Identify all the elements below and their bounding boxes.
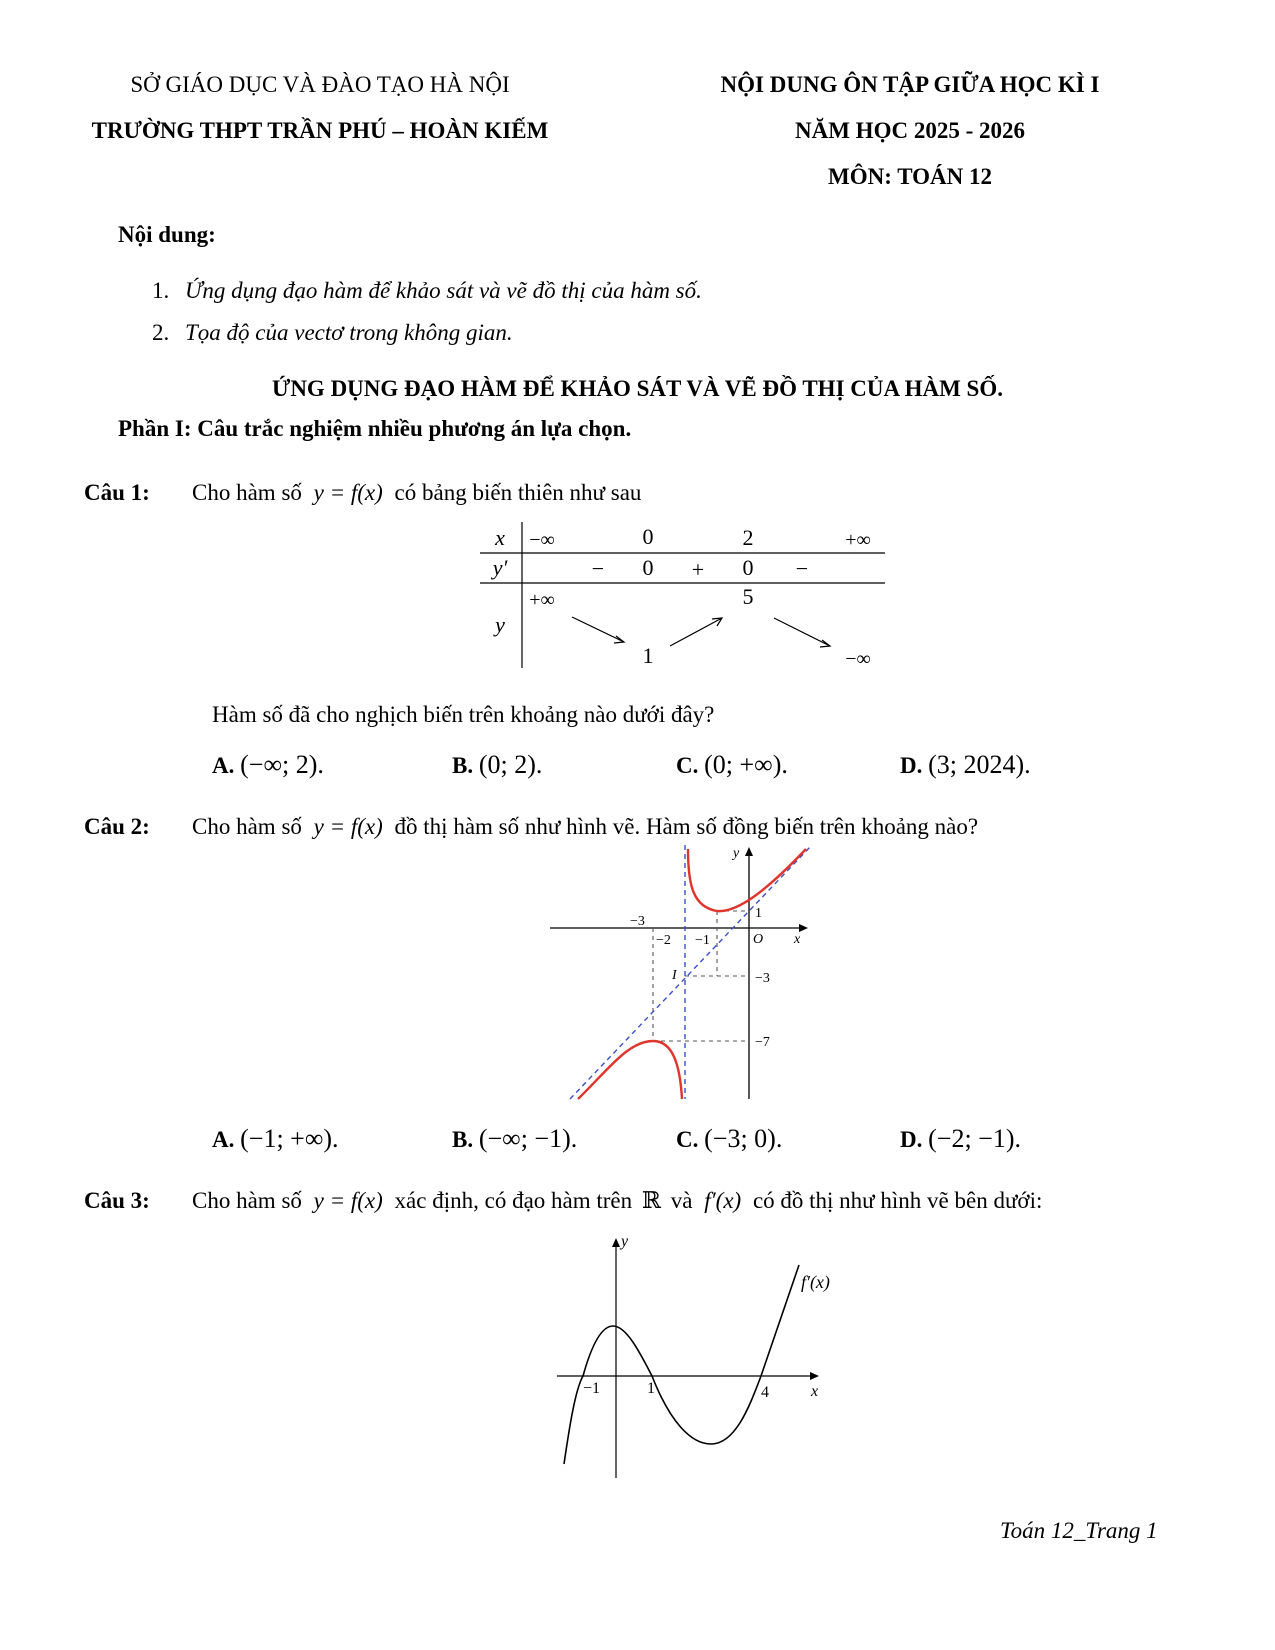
answer-option[interactable] <box>452 1124 577 1154</box>
derivative-curve <box>564 1265 799 1464</box>
y-axis-arrow <box>745 847 753 856</box>
answer-option[interactable] <box>900 1124 1021 1154</box>
option-value: (−3; 0). <box>704 1124 783 1153</box>
x-axis-arrow <box>810 1372 819 1380</box>
option-letter: D. <box>900 753 923 778</box>
school-name: TRƯỜNG THPT TRẦN PHÚ – HOÀN KIẾM <box>91 118 549 143</box>
function-graph <box>548 845 818 1101</box>
tick-label: −3 <box>630 914 645 929</box>
table-y-value: +∞ <box>529 589 555 611</box>
subject: MÔN: TOÁN 12 <box>828 164 992 189</box>
answer-option[interactable] <box>452 750 542 780</box>
tick-label: 1 <box>755 906 762 921</box>
answer-option[interactable] <box>212 1124 339 1154</box>
table-yprime-sign: − <box>795 556 809 581</box>
point-label: I <box>672 968 677 983</box>
question-stem <box>192 814 978 840</box>
answer-option[interactable] <box>676 1124 782 1154</box>
question-label: Câu 2: <box>84 814 150 839</box>
content-item-number: 2. <box>152 320 170 345</box>
decrease-arrow <box>774 618 830 647</box>
tick-label: −2 <box>656 933 671 948</box>
question-intro: Cho hàm số <box>192 1188 302 1213</box>
table-y-value: 5 <box>742 584 754 609</box>
table-x-header: x <box>495 525 505 550</box>
department-name: SỞ GIÁO DỤC VÀ ĐÀO TẠO HÀ NỘI <box>130 72 510 97</box>
conjunction: và <box>670 1188 693 1213</box>
answer-option[interactable] <box>212 750 324 780</box>
table-x-value: −∞ <box>529 529 555 551</box>
option-letter: B. <box>452 1127 474 1152</box>
option-letter: B. <box>452 753 474 778</box>
option-letter: C. <box>676 1127 699 1152</box>
tick-label: −3 <box>755 971 770 986</box>
table-y-value: 1 <box>642 643 654 668</box>
decrease-arrow <box>572 617 624 643</box>
question-intro-rest: có đồ thị như hình vẽ bên dưới: <box>752 1188 1043 1213</box>
option-value: (0; +∞). <box>704 750 788 779</box>
real-numbers-symbol: ℝ <box>641 1188 662 1213</box>
content-item <box>152 278 702 304</box>
table-y-value: −∞ <box>845 648 871 670</box>
x-axis-arrow <box>799 924 808 932</box>
document-title: NỘI DUNG ÔN TẬP GIỮA HỌC KÌ I <box>720 72 1100 97</box>
content-item-text: Ứng dụng đạo hàm để khảo sát và vẽ đồ thị của hàm số. <box>185 278 702 303</box>
table-yprime-sign: + <box>691 557 705 582</box>
content-heading: Nội dung: <box>118 222 216 247</box>
question-intro: Cho hàm số <box>192 480 302 505</box>
y-axis-label: y <box>733 846 740 861</box>
question-text: Hàm số đã cho nghịch biến trên khoảng nào dưới đây? <box>212 702 715 727</box>
option-value: (3; 2024). <box>928 750 1031 779</box>
upper-branch <box>688 849 806 911</box>
option-value: (−∞; 2). <box>240 750 324 779</box>
tick-label: 1 <box>647 1380 655 1397</box>
question-label: Câu 1: <box>84 480 150 505</box>
table-yprime-sign: − <box>591 556 605 581</box>
y-axis-label: y <box>621 1233 629 1250</box>
option-letter: C. <box>676 753 699 778</box>
option-letter: A. <box>212 753 235 778</box>
page-footer: Toán 12_Trang 1 <box>1000 1518 1158 1543</box>
question-stem <box>192 1188 1042 1214</box>
x-axis-label: x <box>811 1383 819 1400</box>
origin-label: O <box>753 932 764 947</box>
table-yprime-value: 0 <box>742 555 754 580</box>
derivative-graph <box>555 1230 835 1480</box>
answer-option[interactable] <box>900 750 1031 780</box>
y-axis-arrow <box>612 1238 620 1247</box>
option-value: (0; 2). <box>478 750 543 779</box>
option-value: (−2; −1). <box>928 1124 1021 1153</box>
table-yprime-header: y′ <box>492 555 508 580</box>
question-stem <box>192 480 641 506</box>
function-expression: y = f(x) <box>313 1188 383 1213</box>
function-expression: y = f(x) <box>313 480 383 505</box>
option-value: (−1; +∞). <box>240 1124 339 1153</box>
answer-option[interactable] <box>676 750 788 780</box>
question-intro-rest: đồ thị hàm số như hình vẽ. Hàm số đồng biến trên khoảng nào? <box>394 814 979 839</box>
school-year: NĂM HỌC 2025 - 2026 <box>795 118 1025 143</box>
lower-branch <box>578 1041 682 1099</box>
tick-label: −1 <box>695 933 710 948</box>
curve-label: f′(x) <box>801 1272 830 1292</box>
tick-label: −7 <box>755 1035 770 1050</box>
guide-lines <box>653 911 749 1041</box>
oblique-asymptote <box>570 847 810 1099</box>
question-intro: Cho hàm số <box>192 814 302 839</box>
option-letter: D. <box>900 1127 923 1152</box>
function-expression: y = f(x) <box>313 814 383 839</box>
section-title: ỨNG DỤNG ĐẠO HÀM ĐỂ KHẢO SÁT VÀ VẼ ĐỒ THỊ CỦA HÀM SỐ. <box>272 376 1003 401</box>
option-letter: A. <box>212 1127 235 1152</box>
increase-arrow <box>670 618 722 646</box>
tick-label: −1 <box>583 1380 601 1397</box>
derivative-expression: f′(x) <box>704 1188 742 1213</box>
content-item <box>152 320 513 346</box>
table-x-value: 0 <box>642 524 654 549</box>
option-value: (−∞; −1). <box>478 1124 578 1153</box>
part-title: Phần I: Câu trắc nghiệm nhiều phương án lựa chọn. <box>118 416 632 441</box>
question-intro-rest: có bảng biến thiên như sau <box>394 480 642 505</box>
table-x-value: 2 <box>742 525 754 550</box>
x-axis-label: x <box>794 932 801 947</box>
variation-table <box>480 520 930 700</box>
content-item-number: 1. <box>152 278 170 303</box>
tick-label: 4 <box>761 1384 769 1401</box>
content-item-text: Tọa độ của vectơ trong không gian. <box>185 320 513 345</box>
question-middle: xác định, có đạo hàm trên <box>394 1188 633 1213</box>
table-x-value: +∞ <box>845 529 871 551</box>
table-yprime-value: 0 <box>642 555 654 580</box>
question-label: Câu 3: <box>84 1188 150 1213</box>
table-y-header: y <box>495 612 505 637</box>
